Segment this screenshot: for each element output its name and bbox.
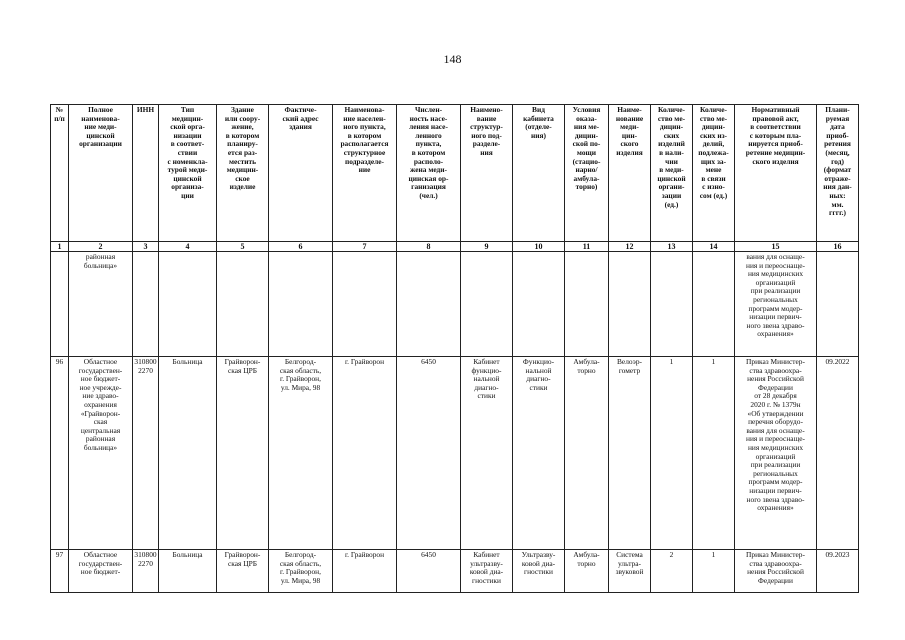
header-cell: Фактиче- ский адрес здания — [269, 105, 333, 242]
locality-cell: г. Грайворон — [333, 550, 397, 593]
header-cell: Условия оказа- ния ме- дицин- ской по- мощи (стацио- нарно/ амбула- торно) — [565, 105, 609, 242]
org-type-cell: Больница — [159, 357, 217, 550]
device-cell: Велоэр- гометр — [609, 357, 651, 550]
column-number: 12 — [609, 242, 651, 252]
column-number: 9 — [461, 242, 513, 252]
cabinet-cell: Функцио- нальной диагно- стики — [513, 357, 565, 550]
column-number-row — [51, 242, 859, 252]
medical-equipment-table — [50, 104, 859, 593]
column-number: 4 — [159, 242, 217, 252]
row-number: 97 — [51, 550, 69, 593]
population-cell: 6450 — [397, 550, 461, 593]
device-cell: Система ультра- звуковой — [609, 550, 651, 593]
column-number: 15 — [735, 242, 817, 252]
inn-cell: 310800 2270 — [133, 357, 159, 550]
legal-act-cell: Приказ Министер- ства здравоохра- нения Российской Федерации от 28 декабря 2020 г. № 1379н «Об утверждении перечня оборудо- вания для оснаще- ния и переоснаще- ния медицинских организаций при реализации региональных программ модер- низации первич- ного звена здраво- охранения» — [735, 357, 817, 550]
header-cell: Числен- ность насе- ления насе- ленного пункта, в котором располо- жена меди- цинская ор- ганизация (чел.) — [397, 105, 461, 242]
header-row — [51, 105, 859, 242]
column-number: 8 — [397, 242, 461, 252]
table-row — [51, 550, 859, 593]
table-cell — [693, 252, 735, 357]
column-number: 3 — [133, 242, 159, 252]
table-cell — [817, 252, 859, 357]
table-cell — [461, 252, 513, 357]
legal-act-cell: Приказ Министер- ства здравоохра- нения Российской Федерации — [735, 550, 817, 593]
table-cell — [133, 252, 159, 357]
org-type-cell: Больница — [159, 550, 217, 593]
table-cell — [513, 252, 565, 357]
table-cell — [609, 252, 651, 357]
header-cell: Наименова- ние населен- ного пункта, в котором располагается структурное подразделе- ние — [333, 105, 397, 242]
header-cell: ИНН — [133, 105, 159, 242]
unit-cell: Кабинет функцио- нальной диагно- стики — [461, 357, 513, 550]
table-cell — [333, 252, 397, 357]
column-number: 6 — [269, 242, 333, 252]
row-number: 96 — [51, 357, 69, 550]
building-cell: Грайворон- ская ЦРБ — [217, 357, 269, 550]
locality-cell: г. Грайворон — [333, 357, 397, 550]
table-row — [51, 357, 859, 550]
cabinet-cell: Ультразву- ковой диа- гностики — [513, 550, 565, 593]
column-number: 16 — [817, 242, 859, 252]
column-number: 14 — [693, 242, 735, 252]
page-number: 148 — [443, 52, 462, 66]
column-number: 7 — [333, 242, 397, 252]
address-cell: Белгород- ская область, г. Грайворон, ул. Мира, 98 — [269, 357, 333, 550]
column-number: 10 — [513, 242, 565, 252]
table-cell — [269, 252, 333, 357]
org-name-cell: Областное государствен- ное бюджет- — [69, 550, 133, 593]
column-number: 13 — [651, 242, 693, 252]
header-cell: Вид кабинета (отделе- ния) — [513, 105, 565, 242]
org-name-cell: Областное государствен- ное бюджет- ное учрежде- ние здраво- охранения «Грайворон- ская центральная районная больница» — [69, 357, 133, 550]
table-cell — [159, 252, 217, 357]
continuation-row — [51, 252, 859, 357]
date-cell: 09.2022 — [817, 357, 859, 550]
header-cell: Нормативный правовой акт, в соответствии с которым пла- нируется приоб- ретение медицин- ского изделия — [735, 105, 817, 242]
unit-cell: Кабинет ультразву- ковой диа- гностики — [461, 550, 513, 593]
header-cell: Здание или соору- жение, в котором планиру- ется раз- местить медицин- ское изделие — [217, 105, 269, 242]
population-cell: 6450 — [397, 357, 461, 550]
header-cell: Наимено- вание структур- ного под- разделе- ния — [461, 105, 513, 242]
legal-act-cell: вания для оснаще- ния и переоснаще- ния медицинских организаций при реализации региональных программ модер- низации первич- ного звена здраво- охранения» — [735, 252, 817, 357]
table-cell — [217, 252, 269, 357]
qty-replace-cell: 1 — [693, 550, 735, 593]
qty-have-cell: 1 — [651, 357, 693, 550]
header-cell: № п/п — [51, 105, 69, 242]
building-cell: Грайворон- ская ЦРБ — [217, 550, 269, 593]
table-cell — [651, 252, 693, 357]
table-cell — [565, 252, 609, 357]
qty-replace-cell: 1 — [693, 357, 735, 550]
date-cell: 09.2023 — [817, 550, 859, 593]
column-number: 1 — [51, 242, 69, 252]
header-cell: Тип медицин- ской орга- низации в соответ- ствии с номенкла- турой меди- цинской организа- ции — [159, 105, 217, 242]
header-cell: Количе- ство ме- дицин- ских изделий в нали- чии в меди- цинской органи- зации (ед.) — [651, 105, 693, 242]
header-cell: Полное наименова- ние меди- цинской организации — [69, 105, 133, 242]
table-cell — [51, 252, 69, 357]
column-number: 5 — [217, 242, 269, 252]
qty-have-cell: 2 — [651, 550, 693, 593]
address-cell: Белгород- ская область, г. Грайворон, ул. Мира, 98 — [269, 550, 333, 593]
column-number: 11 — [565, 242, 609, 252]
table-cell — [397, 252, 461, 357]
conditions-cell: Амбула- торно — [565, 357, 609, 550]
header-cell: Наиме- нование меди- цин- ского изделия — [609, 105, 651, 242]
org-name-cell: районная больница» — [69, 252, 133, 357]
column-number: 2 — [69, 242, 133, 252]
header-cell: Плани- руемая дата приоб- ретения (месяц, год) (формат отраже- ния дан- ных: мм. гггг.) — [817, 105, 859, 242]
conditions-cell: Амбула- торно — [565, 550, 609, 593]
inn-cell: 310800 2270 — [133, 550, 159, 593]
header-cell: Количе- ство ме- дицин- ских из- делий, подлежа- щих за- мене в связи с изно- сом (ед.) — [693, 105, 735, 242]
